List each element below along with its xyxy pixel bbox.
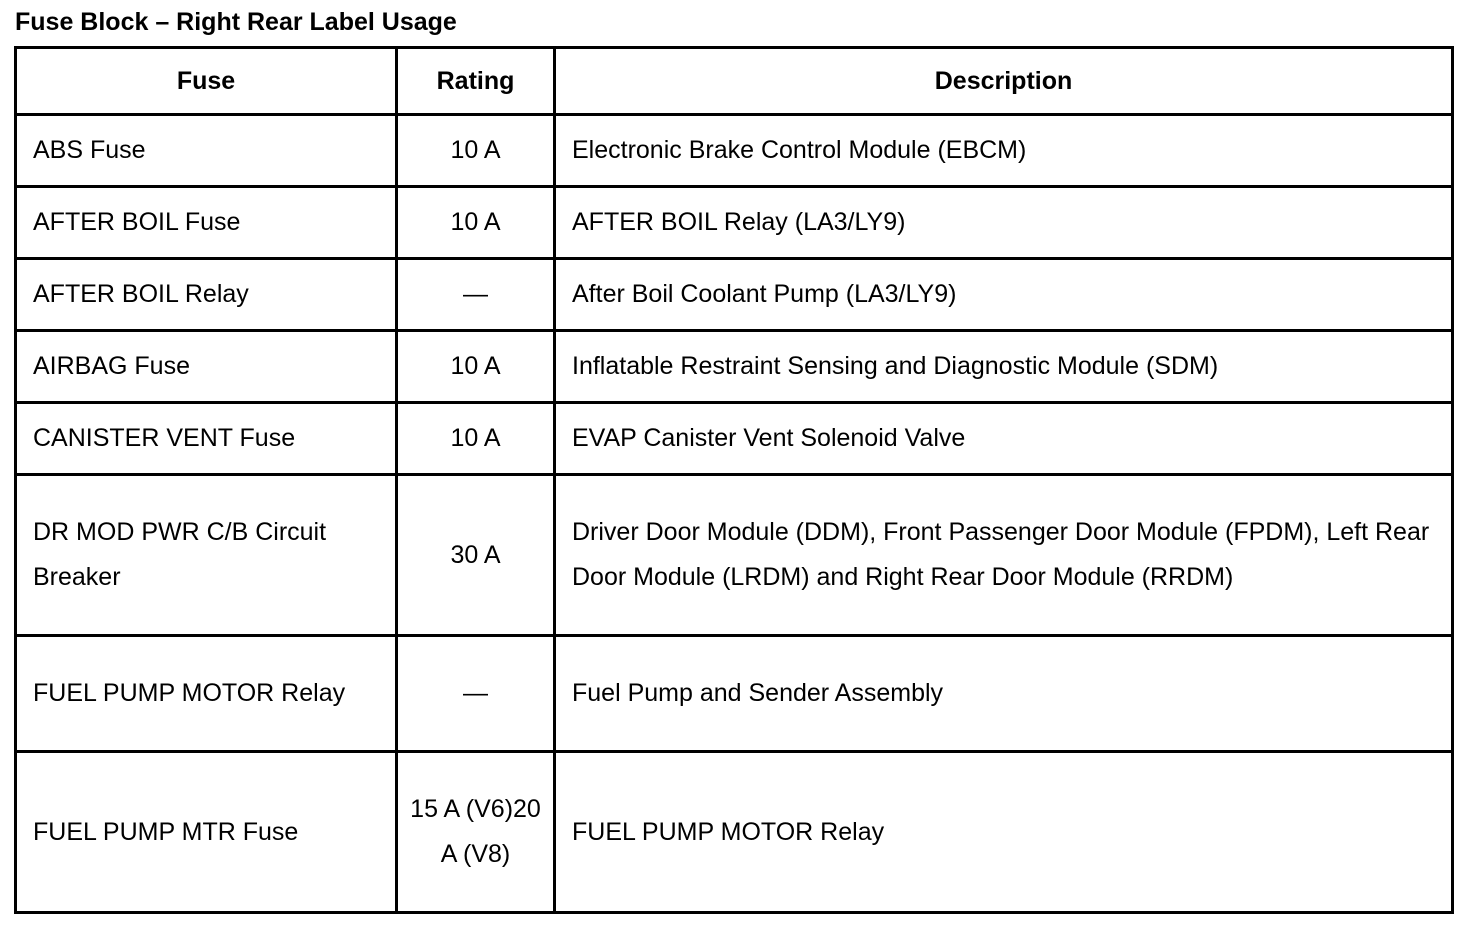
description-cell: FUEL PUMP MOTOR Relay bbox=[555, 752, 1453, 913]
description-cell: Electronic Brake Control Module (EBCM) bbox=[555, 115, 1453, 187]
description-cell: Fuel Pump and Sender Assembly bbox=[555, 636, 1453, 752]
table-row bbox=[16, 636, 1453, 752]
rating-cell: 10 A bbox=[397, 187, 555, 259]
description-cell: Inflatable Restraint Sensing and Diagnostic Module (SDM) bbox=[555, 331, 1453, 403]
column-header-fuse: Fuse bbox=[16, 48, 397, 115]
fuse-cell: AIRBAG Fuse bbox=[16, 331, 397, 403]
fuse-cell: ABS Fuse bbox=[16, 115, 397, 187]
table-row bbox=[16, 752, 1453, 913]
table-header bbox=[16, 48, 1453, 115]
description-cell: EVAP Canister Vent Solenoid Valve bbox=[555, 403, 1453, 475]
fuse-cell: DR MOD PWR C/B Circuit Breaker bbox=[16, 475, 397, 636]
table-body bbox=[16, 115, 1453, 913]
rating-cell: 10 A bbox=[397, 403, 555, 475]
description-cell: AFTER BOIL Relay (LA3/LY9) bbox=[555, 187, 1453, 259]
table-row bbox=[16, 115, 1453, 187]
description-cell: After Boil Coolant Pump (LA3/LY9) bbox=[555, 259, 1453, 331]
rating-cell: — bbox=[397, 636, 555, 752]
page-title: Fuse Block – Right Rear Label Usage bbox=[15, 8, 457, 36]
fuse-cell: FUEL PUMP MTR Fuse bbox=[16, 752, 397, 913]
table-row bbox=[16, 259, 1453, 331]
rating-cell: 10 A bbox=[397, 115, 555, 187]
rating-cell: — bbox=[397, 259, 555, 331]
header-row bbox=[16, 48, 1453, 115]
table-row bbox=[16, 187, 1453, 259]
column-header-rating: Rating bbox=[397, 48, 555, 115]
rating-cell: 10 A bbox=[397, 331, 555, 403]
table-row bbox=[16, 331, 1453, 403]
column-header-description: Description bbox=[555, 48, 1453, 115]
fuse-cell: CANISTER VENT Fuse bbox=[16, 403, 397, 475]
table-row bbox=[16, 475, 1453, 636]
fuse-cell: AFTER BOIL Relay bbox=[16, 259, 397, 331]
rating-cell: 15 A (V6)20 A (V8) bbox=[397, 752, 555, 913]
rating-cell: 30 A bbox=[397, 475, 555, 636]
fuse-cell: AFTER BOIL Fuse bbox=[16, 187, 397, 259]
fuse-cell: FUEL PUMP MOTOR Relay bbox=[16, 636, 397, 752]
table-row bbox=[16, 403, 1453, 475]
fuse-table bbox=[14, 46, 1454, 914]
description-cell: Driver Door Module (DDM), Front Passenger Door Module (FPDM), Left Rear Door Module (LRDM) and Right Rear Door Module (RRDM) bbox=[555, 475, 1453, 636]
